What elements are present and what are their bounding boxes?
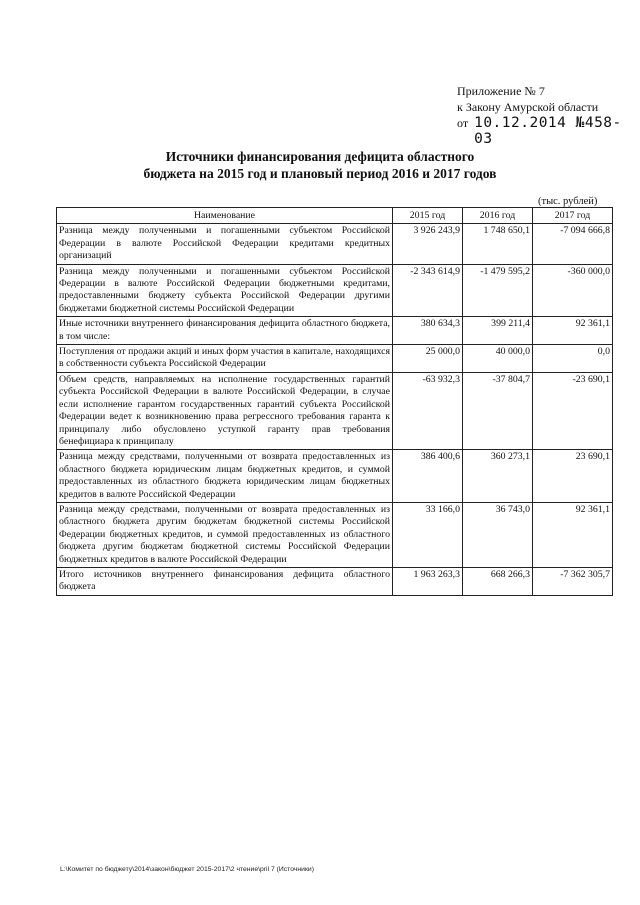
financing-sources-table bbox=[56, 207, 613, 596]
row-name: Разница между полученными и погашенными субъектом Российской Федерации в валюте Российской Федерации бюджетными кредитами, предоставленными бюджету субъекта Российской Федерации другими бюджетами бюджетной системы Российской Федерации bbox=[57, 264, 393, 317]
document-title bbox=[0, 148, 640, 182]
law-date-stamp: 10.12.2014 №458-03 bbox=[474, 115, 622, 147]
table-row bbox=[57, 317, 613, 345]
row-value-2015: 380 634,3 bbox=[393, 317, 463, 345]
row-name: Разница между средствами, полученными от возврата предоставленных из областного бюджета другим бюджетам бюджетной системы Российской Федерации бюджетных кредитов, и суммой предоставленных из областного бюджета другим бюджетам бюджетной системы Российской Федерации бюджетных кредитов в валюте Российской Федерации bbox=[57, 502, 393, 567]
header-2015: 2015 год bbox=[393, 208, 463, 224]
row-value-2016: 360 273,1 bbox=[463, 450, 533, 503]
row-value-2017: -7 362 305,7 bbox=[533, 567, 613, 595]
appendix-block bbox=[457, 83, 640, 147]
row-value-2016: 1 748 650,1 bbox=[463, 224, 533, 264]
title-line-2: бюджета на 2015 год и плановый период 2016 и 2017 годов bbox=[143, 166, 497, 181]
row-value-2015: 386 400,6 bbox=[393, 450, 463, 503]
row-value-2015: 25 000,0 bbox=[393, 345, 463, 373]
file-path-footer: L:\Комитет по бюджету\2014\закон\бюджет 2015-2017\2 чтение\pril 7 (Источники) bbox=[60, 866, 314, 873]
row-name: Разница между средствами, полученными от возврата предоставленных из областного бюджета юридическим лицам бюджетных кредитов, и суммой предоставленных из областного бюджета юридическим лицам бюджетных кредитов в валюте Российской Федерации bbox=[57, 450, 393, 503]
row-value-2017: -360 000,0 bbox=[533, 264, 613, 317]
table-row bbox=[57, 372, 613, 449]
appendix-law: к Закону Амурской области bbox=[457, 100, 599, 114]
row-value-2016: 36 743,0 bbox=[463, 502, 533, 567]
header-2017: 2017 год bbox=[533, 208, 613, 224]
row-value-2016: -37 804,7 bbox=[463, 372, 533, 449]
row-name: Разница между полученными и погашенными субъектом Российской Федерации в валюте Российской Федерации кредитами кредитных организаций bbox=[57, 224, 393, 264]
row-name: Объем средств, направляемых на исполнение государственных гарантий субъекта Российской Федерации в валюте Российской Федерации, в случае если исполнение гарантом государственных гарантий субъекта Российской Федерации ведет к возникновению права регрессного требования гаранта к принципалу либо обусловлено уступкой гаранту прав требования бенефициара к принципалу bbox=[57, 372, 393, 449]
title-line-1: Источники финансирования дефицита областного bbox=[165, 149, 475, 164]
table-row bbox=[57, 264, 613, 317]
row-value-2016: -1 479 595,2 bbox=[463, 264, 533, 317]
row-value-2017: 0,0 bbox=[533, 345, 613, 373]
row-value-2017: -7 094 666,8 bbox=[533, 224, 613, 264]
row-value-2015: 33 166,0 bbox=[393, 502, 463, 567]
table-row bbox=[57, 450, 613, 503]
row-value-2017: 23 690,1 bbox=[533, 450, 613, 503]
row-name: Иные источники внутреннего финансирования дефицита областного бюджета, в том числе: bbox=[57, 317, 393, 345]
units-label: (тыс. рублей) bbox=[538, 196, 598, 207]
table-row bbox=[57, 345, 613, 373]
row-value-2017: -23 690,1 bbox=[533, 372, 613, 449]
row-name: Поступления от продажи акций и иных форм участия в капитале, находящихся в собственности субъекта Российской Федерации bbox=[57, 345, 393, 373]
row-name: Итого источников внутреннего финансирования дефицита областного бюджета bbox=[57, 567, 393, 595]
table-row bbox=[57, 224, 613, 264]
appendix-dateline bbox=[457, 115, 640, 147]
header-2016: 2016 год bbox=[463, 208, 533, 224]
table-row-total bbox=[57, 567, 613, 595]
appendix-prefix: от bbox=[457, 116, 469, 130]
row-value-2016: 40 000,0 bbox=[463, 345, 533, 373]
row-value-2015: -63 932,3 bbox=[393, 372, 463, 449]
row-value-2016: 668 266,3 bbox=[463, 567, 533, 595]
header-name: Наименование bbox=[57, 208, 393, 224]
row-value-2017: 92 361,1 bbox=[533, 502, 613, 567]
row-value-2017: 92 361,1 bbox=[533, 317, 613, 345]
appendix-number: Приложение № 7 bbox=[457, 84, 545, 98]
table-row bbox=[57, 502, 613, 567]
row-value-2015: 1 963 263,3 bbox=[393, 567, 463, 595]
row-value-2016: 399 211,4 bbox=[463, 317, 533, 345]
table-header-row bbox=[57, 208, 613, 224]
row-value-2015: 3 926 243,9 bbox=[393, 224, 463, 264]
row-value-2015: -2 343 614,9 bbox=[393, 264, 463, 317]
